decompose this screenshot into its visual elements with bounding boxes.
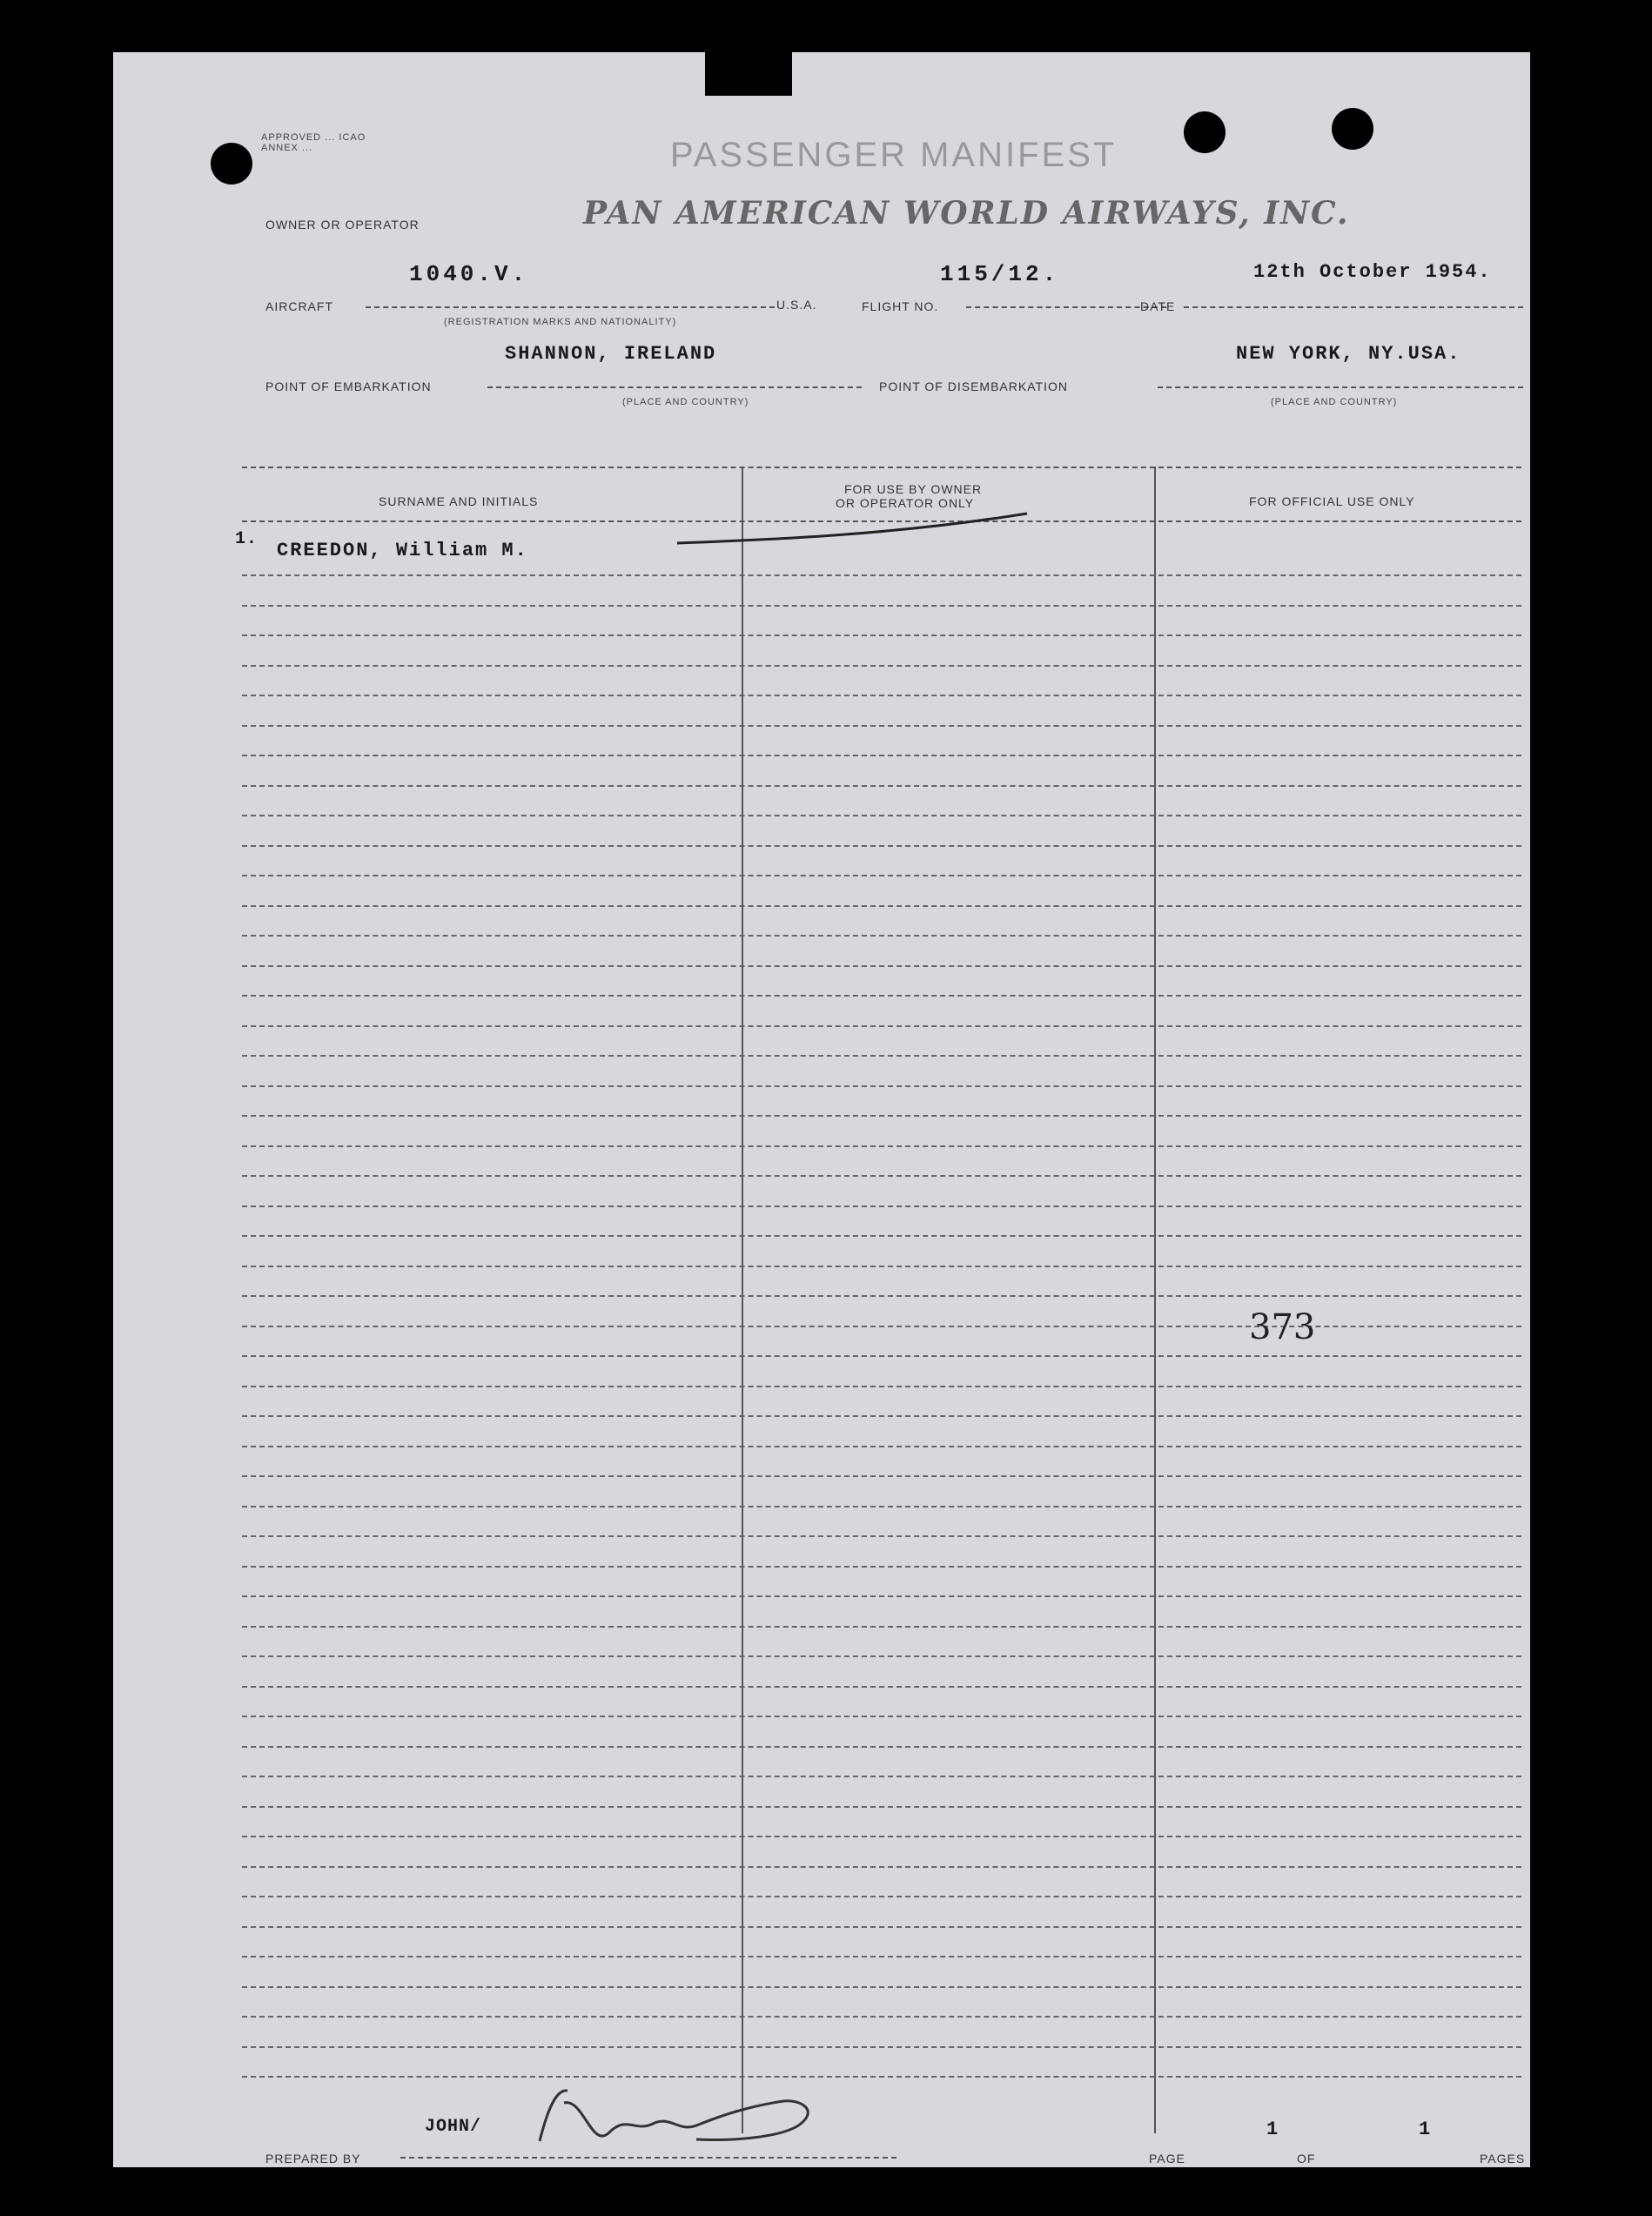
aircraft-value: 1040.V. bbox=[409, 261, 529, 287]
embark-sub: (PLACE AND COUNTRY) bbox=[622, 397, 749, 407]
owner-label: OWNER OR OPERATOR bbox=[265, 218, 420, 232]
flight-value: 115/12. bbox=[940, 261, 1060, 287]
pages-label: PAGES bbox=[1480, 2152, 1526, 2166]
pen-stroke bbox=[670, 505, 1053, 574]
table-row-line bbox=[242, 1776, 1521, 1777]
table-row-line bbox=[242, 1595, 1521, 1597]
table-row-line bbox=[242, 995, 1521, 997]
table-row-line bbox=[242, 695, 1521, 696]
table-row-line bbox=[242, 1986, 1521, 1988]
table-row-line bbox=[242, 1896, 1521, 1897]
table-row-line bbox=[242, 845, 1521, 847]
table-row-line bbox=[242, 1535, 1521, 1537]
of-label: OF bbox=[1297, 2152, 1316, 2166]
table-top-rule bbox=[242, 467, 1521, 468]
registration-sub: (REGISTRATION MARKS AND NATIONALITY) bbox=[444, 317, 677, 327]
table-row-line bbox=[242, 1205, 1521, 1207]
embark-value: SHANNON, IRELAND bbox=[505, 343, 717, 365]
table-row-line bbox=[242, 574, 1521, 576]
date-label: DATE bbox=[1140, 299, 1176, 313]
table-row-line bbox=[242, 1175, 1521, 1177]
page-title: PASSENGER MANIFEST bbox=[670, 136, 1118, 174]
table-row-line bbox=[242, 2016, 1521, 2018]
table-row-line bbox=[242, 905, 1521, 907]
disembark-sub: (PLACE AND COUNTRY) bbox=[1271, 397, 1398, 407]
table-row-line bbox=[242, 1806, 1521, 1808]
prepared-value: JOHN/ bbox=[425, 2117, 482, 2137]
embark-underline bbox=[487, 386, 862, 388]
table-row-line bbox=[242, 1566, 1521, 1568]
prepared-label: PREPARED BY bbox=[265, 2152, 361, 2166]
table-row-line bbox=[242, 1355, 1521, 1357]
table-row-line bbox=[242, 1025, 1521, 1027]
table-row-line bbox=[242, 755, 1521, 756]
date-value: 12th October 1954. bbox=[1253, 261, 1492, 283]
flight-underline bbox=[966, 306, 1166, 308]
disembark-label: POINT OF DISEMBARKATION bbox=[879, 379, 1068, 393]
column-divider bbox=[742, 467, 743, 2133]
approval-note: APPROVED ... ICAO ANNEX ... bbox=[261, 132, 366, 153]
col-owner-header-1: FOR USE BY OWNER bbox=[844, 482, 983, 496]
embark-label: POINT OF EMBARKATION bbox=[265, 379, 432, 393]
entry-number: 1. bbox=[235, 529, 259, 549]
table-row-line bbox=[242, 1235, 1521, 1237]
aircraft-label: AIRCRAFT bbox=[265, 299, 333, 313]
torn-notch bbox=[705, 52, 792, 96]
table-row-line bbox=[242, 2076, 1521, 2078]
punch-hole bbox=[211, 143, 252, 185]
table-row-line bbox=[242, 1115, 1521, 1117]
signature bbox=[522, 2072, 836, 2159]
of-value: 1 bbox=[1419, 2119, 1434, 2140]
table-row-line bbox=[242, 1836, 1521, 1837]
table-row-line bbox=[242, 1686, 1521, 1688]
table-row-line bbox=[242, 1326, 1521, 1327]
table-row-line bbox=[242, 875, 1521, 876]
table-row-line bbox=[242, 1145, 1521, 1147]
table-row-line bbox=[242, 1956, 1521, 1957]
table-row-line bbox=[242, 635, 1521, 636]
table-row-line bbox=[242, 1386, 1521, 1387]
col-surname-header: SURNAME AND INITIALS bbox=[379, 494, 539, 508]
table-row-line bbox=[242, 665, 1521, 667]
table-row-line bbox=[242, 725, 1521, 727]
passenger-name: CREEDON, William M. bbox=[277, 540, 528, 561]
table-row-line bbox=[242, 1866, 1521, 1868]
table-row-line bbox=[242, 815, 1521, 816]
table-row-line bbox=[242, 605, 1521, 607]
table-row-line bbox=[242, 785, 1521, 787]
disembark-value: NEW YORK, NY.USA. bbox=[1236, 343, 1461, 365]
manifest-sheet bbox=[113, 52, 1530, 2167]
table-row-line bbox=[242, 1415, 1521, 1417]
nationality: U.S.A. bbox=[776, 298, 817, 312]
table-row-line bbox=[242, 1295, 1521, 1297]
table-row-line bbox=[242, 2046, 1521, 2048]
page-value: 1 bbox=[1266, 2119, 1282, 2140]
aircraft-underline bbox=[366, 306, 775, 308]
table-row-line bbox=[242, 1626, 1521, 1628]
table-row-line bbox=[242, 1085, 1521, 1087]
table-row-line bbox=[242, 1506, 1521, 1508]
table-row-line bbox=[242, 935, 1521, 937]
column-divider bbox=[1154, 467, 1156, 2133]
page-label: PAGE bbox=[1149, 2152, 1185, 2166]
table-row-line bbox=[242, 1475, 1521, 1477]
date-underline bbox=[1184, 306, 1523, 308]
table-row-line bbox=[242, 1655, 1521, 1657]
table-row-line bbox=[242, 1746, 1521, 1748]
col-official-header: FOR OFFICIAL USE ONLY bbox=[1249, 494, 1415, 508]
col-owner-header-2: OR OPERATOR ONLY bbox=[836, 496, 975, 510]
table-row-line bbox=[242, 1266, 1521, 1267]
operator-name: PAN AMERICAN WORLD AIRWAYS, INC. bbox=[583, 195, 1350, 232]
table-row-line bbox=[242, 1716, 1521, 1717]
table-row-line bbox=[242, 965, 1521, 967]
punch-hole bbox=[1332, 108, 1373, 150]
table-row-line bbox=[242, 1926, 1521, 1928]
table-row-line bbox=[242, 1055, 1521, 1057]
punch-hole bbox=[1184, 111, 1226, 153]
disembark-underline bbox=[1158, 386, 1523, 388]
stamp-number: 373 bbox=[1249, 1307, 1316, 1347]
table-row-line bbox=[242, 1446, 1521, 1447]
flight-label: FLIGHT NO. bbox=[862, 299, 939, 313]
